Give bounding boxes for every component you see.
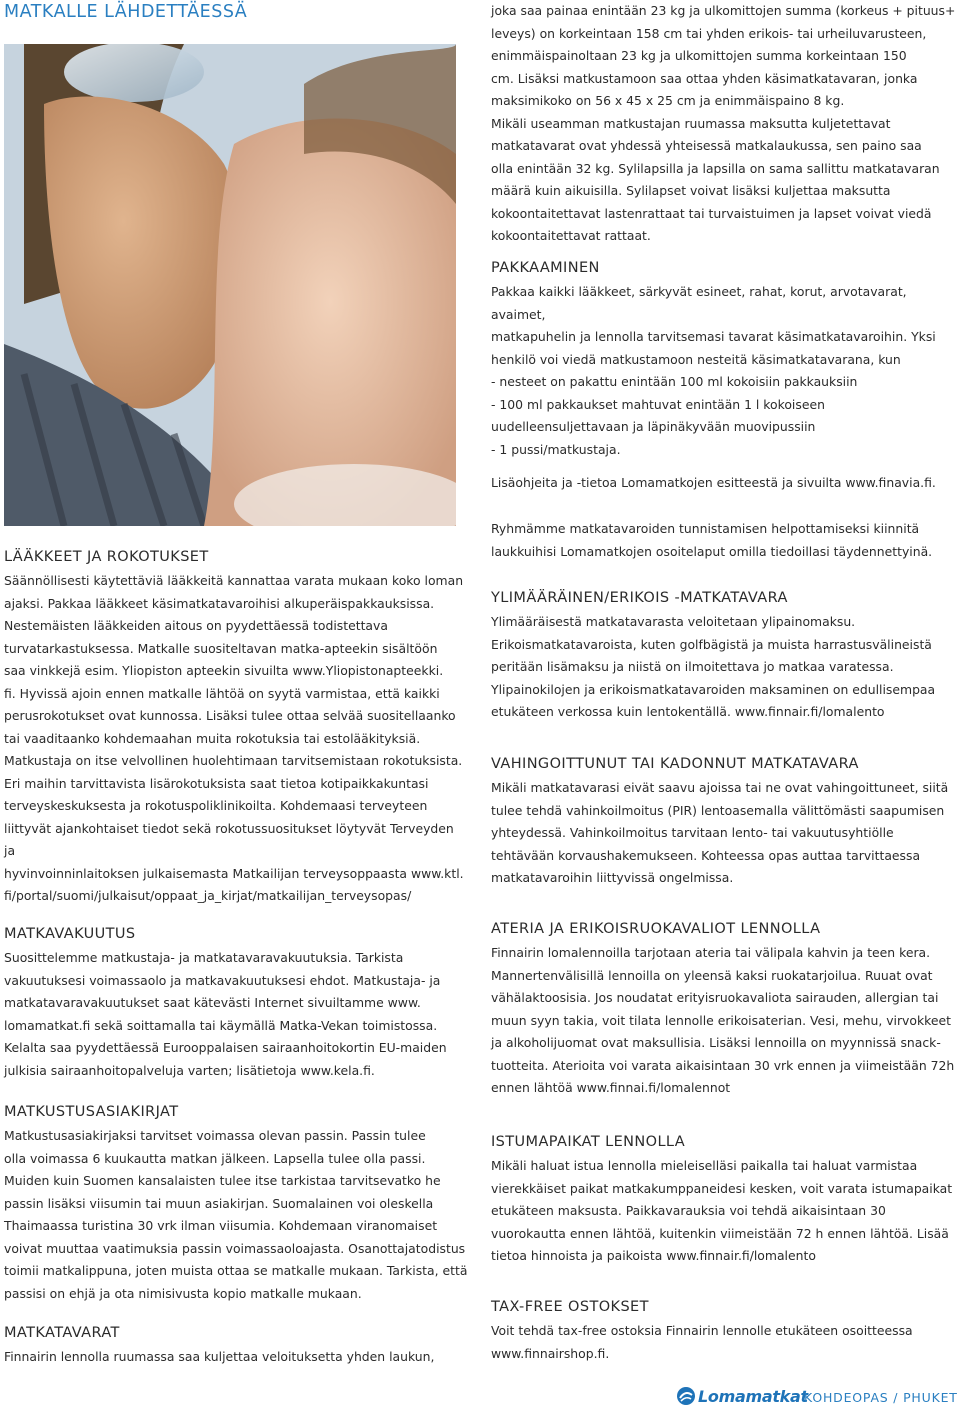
section-vahingoittunut: [491, 756, 957, 890]
section-title: ATERIA JA ERIKOISRUOKAVALIOT LENNOLLA: [491, 921, 821, 937]
section-title: ISTUMAPAIKAT LENNOLLA: [491, 1134, 686, 1150]
section-matkustusasiakirjat: [4, 1104, 468, 1305]
section-ateria: [491, 921, 957, 1100]
section-title: YLIMÄÄRÄINEN/ERIKOIS -MATKATAVARA: [491, 590, 788, 606]
section-title: MATKAVAKUUTUS: [4, 926, 136, 942]
lomamatkat-logo-icon: [676, 1386, 696, 1406]
section-body: Pakkaa kaikki lääkkeet, särkyvät esineet, rahat, korut, arvotavarat, avaimet, matkapuhelin ja lennolla tarvitsemasi tavarat käsimatkatavaroihin. Yksi henkilö voi viedä matkustamoon nesteitä käsimatkatavarana, kun - nesteet on pakattu enintään 100 ml kokoisiin pakkauksiin - 100 ml pakkaukset mahtuvat enintään 1 l kokoiseen uudelleensuljettavaan ja läpinäkyvään muovipussiin - 1 pussi/matkustaja.: [491, 284, 936, 457]
section-body: Mikäli haluat istua lennolla mieleiselläsi paikalla tai haluat varmistaa vierekkäiset paikat matkakumppaneidesi kesken, voit varata istumapaikat etukäteen maksusta. Paikkavarauksia voi tehdä aikaisintaan 30 vuorokautta ennen lähtöä, kuitenkin viimeistään 72 h ennen lähtöä. Lisää tietoa hinnoista ja paikoista www.finnair.fi/lomalento: [491, 1158, 953, 1263]
brand-name: Lomamatkat: [698, 1387, 808, 1406]
section-body: Suosittelemme matkustaja- ja matkatavaravakuutuksia. Tarkista vakuutuksesi voimassaolo ja matkavakuutuksesi ehdot. Matkustaja- ja matkatavaravakuutukset saat kätevästi Internet sivuiltamme www. lomamatkat.fi sekä soittamalla tai käymällä Matka-Vekan toimistossa. Kelalta saa pyydettäessä Eurooppalaisen sairaanhoitokortin EU-maiden julkisia sairaanhoitopalveluja varten; lisätietoja www.kela.fi.: [4, 950, 447, 1078]
section-body: Säännöllisesti käytettäviä lääkkeitä kannattaa varata mukaan koko loman ajaksi. Pakkaa lääkkeet käsimatkatavaroihisi alkuperäispakkauksissa. Nestemäisten lääkkeiden aitous on pyydettäessä todistettava turvatarkastuksessa. Matkalle suositeltavan matka-apteekin sisältöön saa vinkkejä esim. Yliopiston apteekin sivuilta www.Yliopistonapteekki. fi. Hyvissä ajoin ennen matkalle lähtöä on syytä varmistaa, että kaikki perusrokotukset ovat kunnossa. Lisäksi tulee ottaa selvää suositellaanko tai vaaditaanko kohdemaahan muita rokotuksia tai estolääkityksiä. Matkustaja on itse velvollinen huolehtimaan tarvitsemistaan rokotuksista. Eri maihin tarvittavista lisärokotuksista saat tietoa kotipaikkakuntasi terveyskeskuksesta ja rokotuspoliklinikoilta. Kohdemaasi terveyteen liittyvät ajankohtaiset tiedot sekä rokotussuositukset löytyvät Terveyden ja hyvinvoinninlaitoksen julkaisemasta Matkailijan terveysoppaasta www.ktl. fi/portal/suomi/julkaisut/oppaat_ja_kirjat/matkailijan_terveysopas/: [4, 573, 464, 903]
section-body: Voit tehdä tax-free ostoksia Finnairin lennolle etukäteen osoitteessa www.finnairshop.fi.: [491, 1323, 913, 1361]
info-lisaohjeita: [491, 472, 957, 495]
section-taxfree: [491, 1299, 957, 1365]
intro-continued: [491, 0, 957, 248]
section-title: TAX-FREE OSTOKSET: [491, 1299, 649, 1315]
footer: [676, 1384, 960, 1410]
section-body: Finnairin lomalennoilla tarjotaan ateria tai välipala kahvin ja teen kera. Mannertenvälisillä lennoilla on yleensä kaksi ruokatarjoilua. Ruuat ovat vähälaktoosisia. Jos noudatat erityisruokavaliota sairauden, allergian tai muun syyn takia, voit tilata lennolle erikoisaterian. Vesi, mehu, virvokkeet ja alkoholijuomat ovat maksullisia. Lisäksi lennoilla on myynnissä snack- tuotteita. Aterioita voi varata aikaisintaan 30 vrk ennen ja viimeistään 72h ennen lähtöä www.finnai.fi/lomalennot: [491, 945, 955, 1095]
section-body: Matkustusasiakirjaksi tarvitset voimassa olevan passin. Passin tulee olla voimassa 6 kuukautta matkan jälkeen. Lapsella tulee olla passi. Muiden kuin Suomen kansalaisten tulee itse tarkistaa tarvitsevatko he passin lisäksi viisumin tai muun asiakirjan. Suomalainen voi oleskella Thaimaassa turistina 30 vrk ilman viisumia. Kohdemaan viranomaiset voivat muuttaa vaatimuksia passin voimassaoloajasta. Osanottajatodistus toimii matkalippuna, joten muista ottaa se matkalle mukaan. Tarkista, että passisi on ehjä ja ota nimisivusta kopio matkalle mukaan.: [4, 1128, 468, 1301]
info-ryhmamme: [491, 518, 957, 563]
section-title: PAKKAAMINEN: [491, 260, 600, 276]
footer-label: KOHDEOPAS / PHUKET: [804, 1390, 958, 1405]
section-body: Mikäli matkatavarasi eivät saavu ajoissa tai ne ovat vahingoittuneet, siitä tulee tehdä vahinkoilmoitus (PIR) lentoasemalla välittömästi saapumisen yhteydessä. Vahinkoilmoitus tarvitaan lento- tai vakuutusyhtiölle tehtävään korvaushakemukseen. Kohteessa opas auttaa tarvittaessa matkatavaroihin liittyvissä ongelmissa.: [491, 780, 949, 885]
page-title: MATKALLE LÄHDETTÄESSÄ: [4, 2, 248, 22]
section-body: Finnairin lennolla ruumassa saa kuljettaa veloituksetta yhden laukun,: [4, 1349, 435, 1364]
section-matkatavarat: [4, 1325, 468, 1369]
section-title: MATKATAVARAT: [4, 1325, 120, 1341]
section-title: MATKUSTUSASIAKIRJAT: [4, 1104, 179, 1120]
intro-continued-text: joka saa painaa enintään 23 kg ja ulkomittojen summa (korkeus + pituus+ leveys) on korkeintaan 158 cm tai yhden erikois- tai urheiluvarusteen, enimmäispainoltaan 23 kg ja ulkomittojen summa korkeintaan 150 cm. Lisäksi matkustamoon saa ottaa yhden käsimatkatavaran, jonka maksimikoko on 56 x 45 x 25 cm ja enimmäispaino 8 kg. Mikäli useamman matkustajan ruumassa maksutta kuljetettavat matkatavarat ovat yhdessä yhteisessä matkalaukussa, sen paino saa olla enintään 32 kg. Sylilapsilla ja lapsilla on sama sallittu matkatavaran määrä kuin aikuisilla. Sylilapset voivat lisäksi kuljettaa maksutta kokoontaitettavat lastenrattaat tai turvaistuimen ja lapset voivat viedä kokoontaitettavat rattaat.: [491, 3, 956, 243]
photo-illustration: [4, 44, 456, 526]
section-istumapaikat: [491, 1134, 957, 1268]
section-title: VAHINGOITTUNUT TAI KADONNUT MATKATAVARA: [491, 756, 859, 772]
section-title: LÄÄKKEET JA ROKOTUKSET: [4, 549, 209, 565]
section-body: Ylimääräisestä matkatavarasta veloitetaan ylipainomaksu. Erikoismatkatavaroista, kuten golfbägistä ja muista harrastusvälineistä peritään lisämaksu ja niistä on ilmoitettava jo matkaa varatessa. Ylipainokilojen ja erikoismatkatavaroiden maksaminen on edullisempaa etukäteen verkossa kuin lentokentällä. www.finnair.fi/lomalento: [491, 614, 936, 719]
info-text: Ryhmämme matkatavaroiden tunnistamisen helpottamiseksi kiinnitä laukkuihisi Lomamatkojen osoitelaput omilla tiedoillasi täydennettyinä.: [491, 521, 933, 559]
section-ylimaarainen: [491, 590, 957, 724]
couple-at-airplane-window-photo: [4, 44, 456, 526]
section-pakkaaminen: [491, 260, 957, 461]
section-matkavakuutus: [4, 926, 468, 1082]
info-text: Lisäohjeita ja -tietoa Lomamatkojen esitteestä ja sivuilta www.finavia.fi.: [491, 475, 936, 490]
section-laakkeet: [4, 549, 468, 908]
